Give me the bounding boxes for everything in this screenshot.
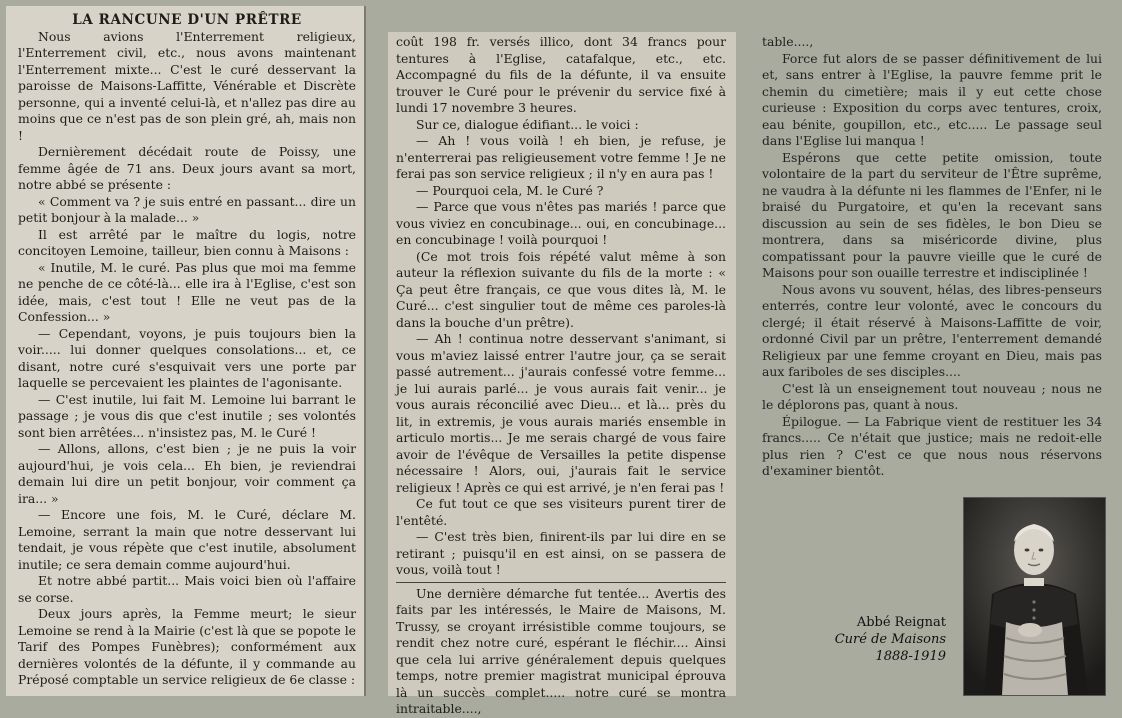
paragraph: Et notre abbé partit... Mais voici bien où l'affaire se corse. [18, 573, 356, 605]
paragraph: Nous avions l'Enterrement religieux, l'Enterrement civil, etc., nous avons maintenant l'Enterrement mixte... C'est le curé desservant la paroisse de Maisons-Laffitte, Vénérable et Discrète personne, qui a inventé celui-là, et n'allez pas dire au moins que ce n'est pas de son plein gré, ah, mais non ! [18, 28, 356, 143]
column-divider [396, 582, 726, 583]
paragraph: — C'est inutile, lui fait M. Lemoine lui barrant le passage ; je vous dis que c'est inutile ; ses volontés sont bien arrêtées... n'insistez pas, M. le Curé ! [18, 391, 356, 440]
paragraph: Il est arrêté par le maître du logis, notre concitoyen Lemoine, tailleur, bien connu à Maisons : [18, 226, 356, 258]
paragraph: table...., [762, 34, 814, 49]
portrait-illustration [964, 498, 1105, 695]
caption-role: Curé de Maisons [834, 632, 946, 647]
paragraph: Nous avons vu souvent, hélas, des libres-penseurs enterrés, contre leur volonté, avec le concours du clergé; il était réservé à Maisons-Laffitte de voir, ordonné Civil par un prêtre, l'enterrement demandé Religieux par une femme croyant en Dieu, mais pas aux fariboles de ses disciples.... [762, 281, 1102, 379]
caption-years: 1888-1919 [875, 649, 946, 664]
paragraph: Une dernière démarche fut tentée... Avertis des faits par les intéressés, le Maire de Maisons, M. Trussy, se croyant irrésistible comme toujours, se rendit chez notre curé, espérant le fléchir.... Ainsi que cela lui arrive généralement depuis quelques temps, notre premier magistrat municipal éprouva là un succès complet..... notre curé se montra intraitable...., [396, 585, 726, 716]
paragraph: Espérons que cette petite omission, toute volontaire de la part du serviteur de l'Être suprême, ne vaudra à la défunte ni les flammes de l'Enfer, ni le braisé du Purgatoire, et qu'en la recevant sans discussion au sein de ses fidèles, le bon Dieu se montrera, dans sa miséricorde divine, plus compatissant pour la pauvre vieille que le curé de Maisons pour son ouaille terrestre et indisciplinée ! [762, 149, 1102, 280]
paragraph: C'est là un enseignement tout nouveau ; nous ne le déplorons pas, quant à nous. [762, 380, 1102, 412]
paragraph: — Ah ! continua notre desservant s'animant, si vous m'aviez laissé entrer l'autre jour, ça se serait passé autrement... j'aurais confessé votre femme... je lui aurais parlé... je vous aurais fait venir... je vous aurais réconcilié avec Dieu... et là... près du lit, in extremis, je vous aurais mariés ensemble in articulo mortis... Je me serais chargé de vous faire avoir de l'évêque de Versailles la petite dispense nécessaire ! Alors, oui, j'aurais fait le service religieux ! Après ce qui est arrivé, je n'en ferai pas ! [396, 331, 726, 495]
paragraph: Ce fut tout ce que ses visiteurs purent tirer de l'entêté. [396, 496, 726, 528]
paragraph: Deux jours après, la Femme meurt; le sieur Lemoine se rend à la Mairie (c'est là que se popote le Tarif des Pompes Funèbres); conformément aux dernières volontés de la défunte, il y commande au Préposé comptable un service religieux de 6e classe : [18, 606, 356, 687]
article-column-2 [388, 32, 736, 716]
paragraph: Épilogue. — La Fabrique vient de restituer les 34 francs..... Ce n'était que justice; mais ne redoit-elle plus rien ? C'est ce que nous nous réservons d'examiner bientôt. [762, 413, 1102, 478]
paragraph: — Allons, allons, c'est bien ; je ne puis la voir aujourd'hui, je vois cela... Eh bien, je reviendrai demain lui dire un petit bonjour, voir comment ça ira... » [18, 441, 356, 506]
article-column-3 [756, 32, 1106, 500]
priest-portrait-photo [963, 497, 1106, 696]
paragraph: — C'est très bien, finirent-ils par lui dire en se retirant ; puisqu'il en est ainsi, on se passera de vous, voilà tout ! [396, 529, 726, 577]
paragraph: — Encore une fois, M. le Curé, déclare M. Lemoine, serrant la main que notre desservant lui tendait, je vous répète que c'est inutile, absolument inutile; ce sera demain comme aujourd'hui. [18, 507, 356, 572]
paragraph: Sur ce, dialogue édifiant... le voici : [416, 116, 639, 132]
paragraph: Force fut alors de se passer définitivement de lui et, sans entrer à l'Eglise, la pauvre femme prit le chemin du cimetière; mais il y eut cette chose curieuse : Exposition du corps avec tentures, croix, eau bénite, goupillon, etc., etc..... Le passage seul dans l'Eglise lui manqua ! [762, 50, 1102, 148]
paragraph: — Cependant, voyons, je puis toujours bien la voir..... lui donner quelques consolations... et, ce disant, notre curé s'esquivait vers une porte par laquelle se percevaient les plaintes de l'agonisante. [18, 325, 356, 390]
paragraph: Dernièrement décédait route de Poissy, une femme âgée de 71 ans. Deux jours avant sa mort, notre abbé se présente : [18, 144, 356, 192]
portrait-caption [800, 614, 946, 665]
paragraph: « Inutile, M. le curé. Pas plus que moi ma femme ne penche de ce côté-là... elle ira à l'Eglise, c'est son idée, mais, c'est tout ! Elle ne veut pas de la Confession... » [18, 259, 356, 324]
article-column-1 [6, 6, 366, 696]
paragraph: « Comment va ? je suis entré en passant... dire un petit bonjour à la malade... » [18, 193, 356, 225]
paragraph: — Pourquoi cela, M. le Curé ? [416, 182, 604, 198]
paragraph: coût 198 fr. versés illico, dont 34 francs pour tentures à l'Eglise, catafalque, etc., etc. Accompagné du fils de la défunte, il va ensuite trouver le Curé pour le prévenir du service fixé à lundi 17 novembre 3 heures. [396, 34, 726, 115]
caption-name: Abbé Reignat [856, 615, 946, 630]
article-title: LA RANCUNE D'UN PRÊTRE [72, 12, 302, 28]
paragraph: — Ah ! vous voilà ! eh bien, je refuse, je n'enterrerai pas religieusement votre femme ! Je ne ferai pas son service religieux ; il n'y en aura pas ! [396, 133, 726, 181]
paragraph: (Ce mot trois fois répété valut même à son auteur la réflexion suivante du fils de la morte : « Ça peut être français, ce que vous dites là, M. le Curé... c'est singulier tout de même ces paroles-là dans la bouche d'un prêtre). [396, 248, 726, 330]
paragraph: — Parce que vous n'êtes pas mariés ! parce que vous viviez en concubinage... oui, en concubinage... en concubinage ! voilà pourquoi ! [396, 199, 726, 247]
